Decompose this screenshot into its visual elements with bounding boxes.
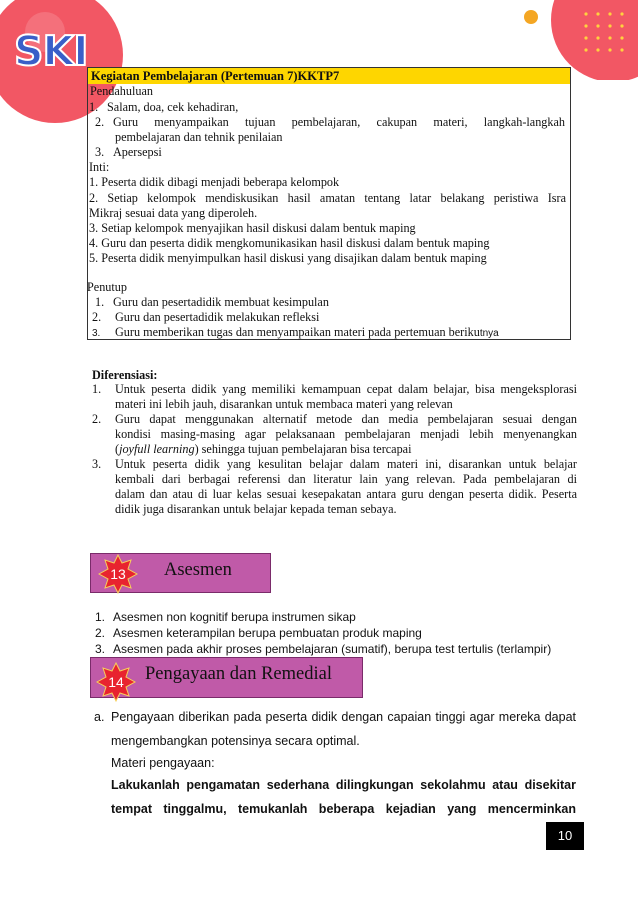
core-item-5: 5. Peserta didik menyimpulkan hasil diskusi yang disajikan dalam bentuk maping bbox=[89, 251, 487, 265]
intro-item-3: 3. Apersepsi bbox=[95, 145, 162, 159]
assessment-title: Asesmen bbox=[164, 560, 232, 580]
assessment-number: 13 bbox=[110, 566, 126, 582]
diff-line-7: kembali dari berbagai referensi dan literatur lain yang relevan. Pada pembelajaran di bbox=[115, 472, 577, 486]
diff-line-6: Untuk peserta didik yang kesulitan belajar dalam materi ini, disarankan untuk belajar bbox=[115, 457, 577, 471]
enrichment-item-a-line2: mengembangkan potensinya secara optimal. bbox=[111, 734, 360, 748]
enrichment-task-line2: tempat tinggalmu, temukanlah beberapa kejadian yang mencerminkan bbox=[111, 802, 576, 816]
enrichment-number: 14 bbox=[108, 674, 124, 690]
intro-item-1: 1. Salam, doa, cek kehadiran, bbox=[89, 100, 239, 114]
core-item-4: 4. Guru dan peserta didik mengkomunikasikan hasil diskusi dalam bentuk maping bbox=[89, 236, 490, 250]
enrichment-title: Pengayaan dan Remedial bbox=[145, 664, 332, 684]
diff-line-1: Untuk peserta didik yang memiliki kemampuan cepat dalam belajar, bisa mengeksplorasi bbox=[115, 382, 577, 396]
diff-num-1: 1. bbox=[92, 382, 102, 396]
diff-line-3: Guru dapat menggunakan alternatif metode dan media pembelajaran sesuai dengan bbox=[115, 412, 577, 426]
enrichment-item-a-line1: Pengayaan diberikan pada peserta didik dengan capaian tinggi agar mereka dapat bbox=[111, 710, 576, 724]
diff-line-4: kondisi masing-masing agar pelaksanaan pembelajaran menjadi lebih menyenangkan bbox=[115, 427, 577, 441]
enrichment-task-line1: Lakukanlah pengamatan sederhana dilingkungan sekolahmu atau disekitar bbox=[111, 778, 576, 792]
core-item-2-cont: Mikraj sesuai data yang diperoleh. bbox=[89, 206, 258, 220]
closing-heading: Penutup bbox=[87, 280, 127, 294]
page-number: 10 bbox=[546, 822, 584, 850]
intro-item-2-cont: pembelajaran dan tehnik penilaian bbox=[115, 130, 283, 144]
enrichment-item-a-marker: a. bbox=[94, 710, 105, 724]
diff-num-2: 2. bbox=[92, 412, 102, 426]
orange-dot bbox=[524, 10, 538, 24]
diff-num-3: 3. bbox=[92, 457, 102, 471]
core-item-1: 1. Peserta didik dibagi menjadi beberapa kelompok bbox=[89, 175, 340, 189]
assessment-item-3: 3. Asesmen pada akhir proses pembelajaran (sumatif), berupa test tertulis (terlampir) bbox=[95, 642, 552, 656]
core-item-3: 3. Setiap kelompok menyajikan hasil diskusi dalam bentuk maping bbox=[89, 221, 416, 235]
closing-item-2: 2. Guru dan pesertadidik melakukan refleksi bbox=[92, 310, 320, 324]
differentiation-heading: Diferensiasi: bbox=[92, 368, 158, 382]
intro-heading: Pendahuluan bbox=[90, 84, 153, 98]
assessment-item-2: 2. Asesmen keterampilan berupa pembuatan produk maping bbox=[95, 626, 422, 640]
ski-logo: SKI bbox=[14, 27, 88, 75]
diff-line-5: (joyfull learning) sehingga tujuan pembelajaran bisa tercapai bbox=[115, 442, 412, 456]
core-item-2: 2. Setiap kelompok mendiskusikan hasil amatan tentang latar belakang peristiwa Isra bbox=[89, 191, 566, 205]
core-heading: Inti: bbox=[89, 160, 110, 174]
closing-item-1: 1. Guru dan pesertadidik membuat kesimpulan bbox=[95, 295, 329, 309]
activity-title: Kegiatan Pembelajaran (Pertemuan 7)KKTP7 bbox=[88, 68, 570, 84]
materi-label: Materi pengayaan: bbox=[111, 756, 215, 770]
assessment-item-1: 1. Asesmen non kognitif berupa instrumen sikap bbox=[95, 610, 356, 624]
diff-line-9: didik juga disarankan untuk belajar kepada teman sebaya. bbox=[115, 502, 397, 516]
diff-line-2: materi ini lebih jauh, disarankan untuk membaca materi yang relevan bbox=[115, 397, 453, 411]
diff-line-8: dalam dan atau di luar kelas sesuai kesepakatan antara guru dengan peserta didik. Peserta bbox=[115, 487, 577, 501]
intro-item-2: 2. Guru menyampaikan tujuan pembelajaran, cakupan materi, langkah-langkah bbox=[95, 115, 565, 129]
closing-item-3: 3. Guru memberikan tugas dan menyampaikan materi pada pertemuan berikutnya bbox=[92, 325, 499, 339]
